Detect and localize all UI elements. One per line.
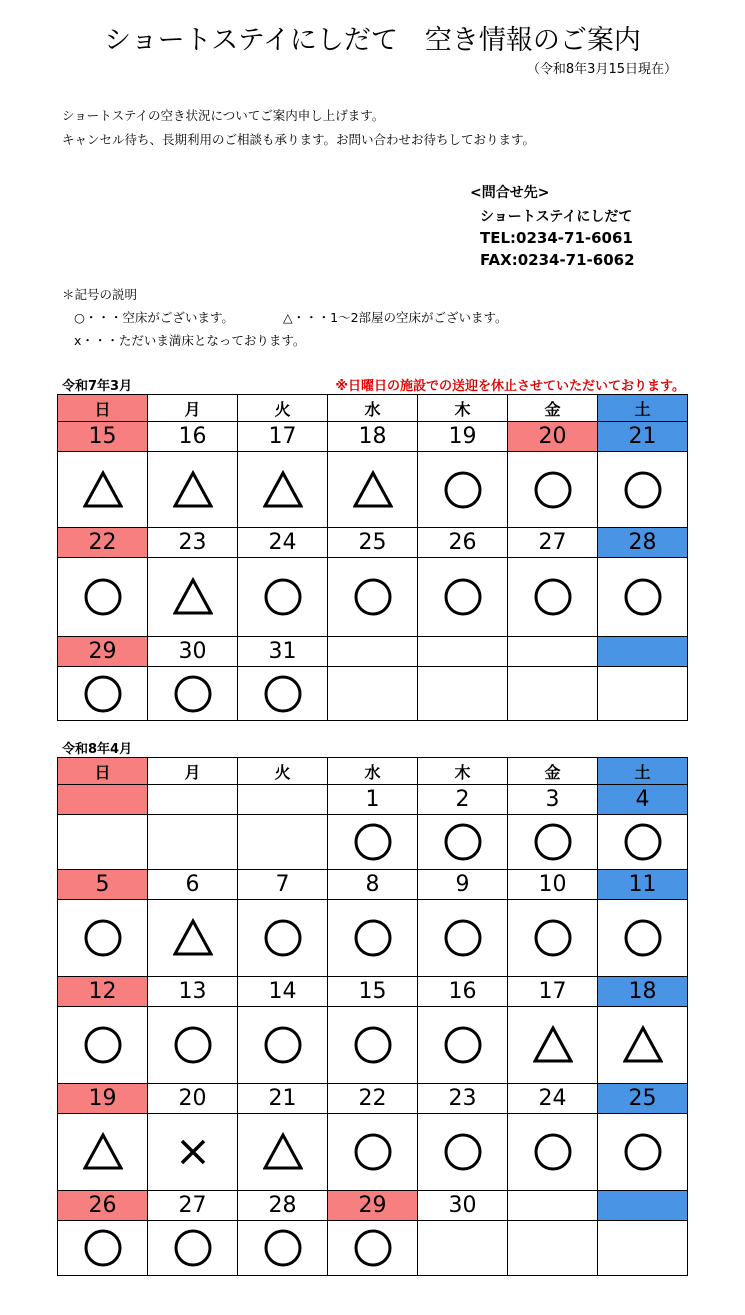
availability-cell [598,815,688,870]
day-number: 16 [418,977,508,1007]
intro-line-1: ショートステイの空き状況についてご案内申し上げます。 [62,108,385,123]
day-number: 29 [328,1191,418,1221]
day-number: 23 [148,528,238,558]
contact-fax: FAX:0234-71-6062 [480,251,635,269]
vacancy-circle-icon [353,822,393,862]
availability-cell [598,667,688,721]
vacancy-circle-icon [353,1132,393,1172]
vacancy-circle-icon [353,577,393,617]
availability-cell [148,452,238,528]
limited-vacancy-triangle-icon [83,1132,123,1172]
vacancy-circle-icon [623,918,663,958]
day-number [148,785,238,815]
day-number: 23 [418,1084,508,1114]
day-number: 4 [598,785,688,815]
availability-cell [238,1221,328,1276]
limited-vacancy-triangle-icon [533,1025,573,1065]
day-number: 7 [238,870,328,900]
weekday-header: 木 [418,395,508,422]
day-number: 21 [238,1084,328,1114]
weekday-header: 月 [148,758,238,785]
day-number: 18 [598,977,688,1007]
vacancy-circle-icon [263,918,303,958]
availability-cell [508,1221,598,1276]
weekday-header: 日 [58,395,148,422]
contact-heading: <問合せ先> [470,185,550,201]
day-number: 26 [418,528,508,558]
availability-cell [508,667,598,721]
vacancy-circle-icon [443,918,483,958]
availability-cell [508,1114,598,1191]
weekday-header: 月 [148,395,238,422]
availability-cell [58,452,148,528]
weekday-header: 火 [238,395,328,422]
day-number [508,637,598,667]
day-number: 30 [418,1191,508,1221]
availability-cell [328,815,418,870]
day-number: 19 [58,1084,148,1114]
availability-cell [58,558,148,637]
weekday-header: 火 [238,758,328,785]
vacancy-circle-icon [173,674,213,714]
day-number: 13 [148,977,238,1007]
availability-cell [58,1114,148,1191]
availability-cell [328,1221,418,1276]
as-of-date: （令和8年3月15日現在） [526,62,677,77]
limited-vacancy-triangle-icon [353,470,393,510]
vacancy-circle-icon [353,918,393,958]
legend-triangle: △・・・1～2部屋の空床がございます。 [283,310,508,325]
day-number: 12 [58,977,148,1007]
weekday-header: 水 [328,395,418,422]
availability-cell [58,815,148,870]
availability-cell [598,1221,688,1276]
availability-cell [418,1007,508,1084]
day-number [58,785,148,815]
month-label-march: 令和7年3月 [62,379,133,394]
availability-cell [148,667,238,721]
day-number: 15 [328,977,418,1007]
availability-cell [328,558,418,637]
availability-cell [238,452,328,528]
calendar-march [57,394,688,721]
availability-cell [238,900,328,977]
vacancy-circle-icon [83,674,123,714]
day-number: 14 [238,977,328,1007]
limited-vacancy-triangle-icon [173,918,213,958]
vacancy-circle-icon [353,1228,393,1268]
limited-vacancy-triangle-icon [263,1132,303,1172]
vacancy-circle-icon [353,1025,393,1065]
vacancy-circle-icon [533,577,573,617]
vacancy-circle-icon [443,577,483,617]
availability-cell [238,558,328,637]
day-number: 17 [508,977,598,1007]
vacancy-circle-icon [83,1025,123,1065]
day-number: 25 [328,528,418,558]
legend-title: ＊記号の説明 [62,287,138,302]
full-cross-icon [173,1132,213,1172]
legend-cross: x・・・ただいま満床となっております。 [74,333,306,348]
availability-cell [148,1221,238,1276]
day-number [598,637,688,667]
day-number: 25 [598,1084,688,1114]
vacancy-circle-icon [623,1132,663,1172]
availability-cell [328,900,418,977]
availability-cell [58,1007,148,1084]
vacancy-circle-icon [83,577,123,617]
vacancy-circle-icon [83,918,123,958]
day-number: 20 [508,422,598,452]
availability-cell [58,1221,148,1276]
contact-name: ショートステイにしだて [480,209,633,225]
page-title: ショートステイにしだて 空き情報のご案内 [104,25,641,56]
availability-cell [508,558,598,637]
vacancy-circle-icon [623,822,663,862]
day-number: 20 [148,1084,238,1114]
availability-cell [598,558,688,637]
day-number: 24 [238,528,328,558]
day-number [598,1191,688,1221]
weekday-header: 日 [58,758,148,785]
day-number: 27 [508,528,598,558]
day-number: 19 [418,422,508,452]
vacancy-circle-icon [263,674,303,714]
calendar-april [57,757,688,1276]
availability-cell [598,900,688,977]
availability-cell [328,667,418,721]
availability-cell [598,1114,688,1191]
day-number [328,637,418,667]
availability-cell [418,558,508,637]
limited-vacancy-triangle-icon [173,470,213,510]
contact-tel: TEL:0234-71-6061 [480,229,633,247]
day-number: 27 [148,1191,238,1221]
availability-cell [598,1007,688,1084]
day-number: 17 [238,422,328,452]
weekday-header: 土 [598,758,688,785]
availability-cell [328,1114,418,1191]
limited-vacancy-triangle-icon [623,1025,663,1065]
weekday-header: 金 [508,395,598,422]
legend-circle: ○・・・空床がございます。 [74,310,234,325]
availability-cell [148,815,238,870]
vacancy-circle-icon [533,1132,573,1172]
availability-cell [508,900,598,977]
day-number: 24 [508,1084,598,1114]
day-number: 1 [328,785,418,815]
vacancy-circle-icon [83,1228,123,1268]
availability-cell [508,1007,598,1084]
month-label-april: 令和8年4月 [62,742,133,757]
availability-cell [508,815,598,870]
day-number: 28 [598,528,688,558]
intro-line-2: キャンセル待ち、長期利用のご相談も承ります。お問い合わせお待ちしております。 [62,132,536,147]
availability-cell [58,900,148,977]
day-number [508,1191,598,1221]
vacancy-circle-icon [263,1228,303,1268]
day-number: 22 [328,1084,418,1114]
day-number [418,637,508,667]
day-number [238,785,328,815]
vacancy-circle-icon [263,577,303,617]
vacancy-circle-icon [443,470,483,510]
vacancy-circle-icon [173,1228,213,1268]
day-number: 10 [508,870,598,900]
weekday-header: 水 [328,758,418,785]
day-number: 16 [148,422,238,452]
day-number: 30 [148,637,238,667]
limited-vacancy-triangle-icon [263,470,303,510]
day-number: 11 [598,870,688,900]
availability-cell [508,452,598,528]
availability-cell [148,1007,238,1084]
availability-cell [418,1114,508,1191]
day-number: 29 [58,637,148,667]
day-number: 15 [58,422,148,452]
day-number: 5 [58,870,148,900]
availability-cell [238,815,328,870]
limited-vacancy-triangle-icon [83,470,123,510]
day-number: 8 [328,870,418,900]
vacancy-circle-icon [623,577,663,617]
vacancy-circle-icon [533,822,573,862]
day-number: 31 [238,637,328,667]
weekday-header: 木 [418,758,508,785]
availability-cell [148,900,238,977]
availability-cell [238,1007,328,1084]
availability-cell [418,900,508,977]
day-number: 6 [148,870,238,900]
vacancy-circle-icon [443,1025,483,1065]
day-number: 9 [418,870,508,900]
availability-cell [148,558,238,637]
sunday-notice: ※日曜日の施設での送迎を休止させていただいております。 [335,379,685,394]
day-number: 21 [598,422,688,452]
vacancy-circle-icon [533,470,573,510]
day-number: 18 [328,422,418,452]
limited-vacancy-triangle-icon [173,577,213,617]
day-number: 22 [58,528,148,558]
availability-cell [418,667,508,721]
weekday-header: 土 [598,395,688,422]
availability-cell [328,452,418,528]
weekday-header: 金 [508,758,598,785]
availability-cell [328,1007,418,1084]
day-number: 2 [418,785,508,815]
vacancy-circle-icon [623,470,663,510]
vacancy-circle-icon [443,1132,483,1172]
day-number: 3 [508,785,598,815]
availability-cell [598,452,688,528]
availability-cell [58,667,148,721]
vacancy-circle-icon [263,1025,303,1065]
availability-cell [148,1114,238,1191]
availability-cell [238,1114,328,1191]
vacancy-circle-icon [173,1025,213,1065]
availability-cell [418,815,508,870]
availability-cell [238,667,328,721]
day-number: 28 [238,1191,328,1221]
availability-cell [418,1221,508,1276]
day-number: 26 [58,1191,148,1221]
vacancy-circle-icon [443,822,483,862]
availability-cell [418,452,508,528]
vacancy-circle-icon [533,918,573,958]
